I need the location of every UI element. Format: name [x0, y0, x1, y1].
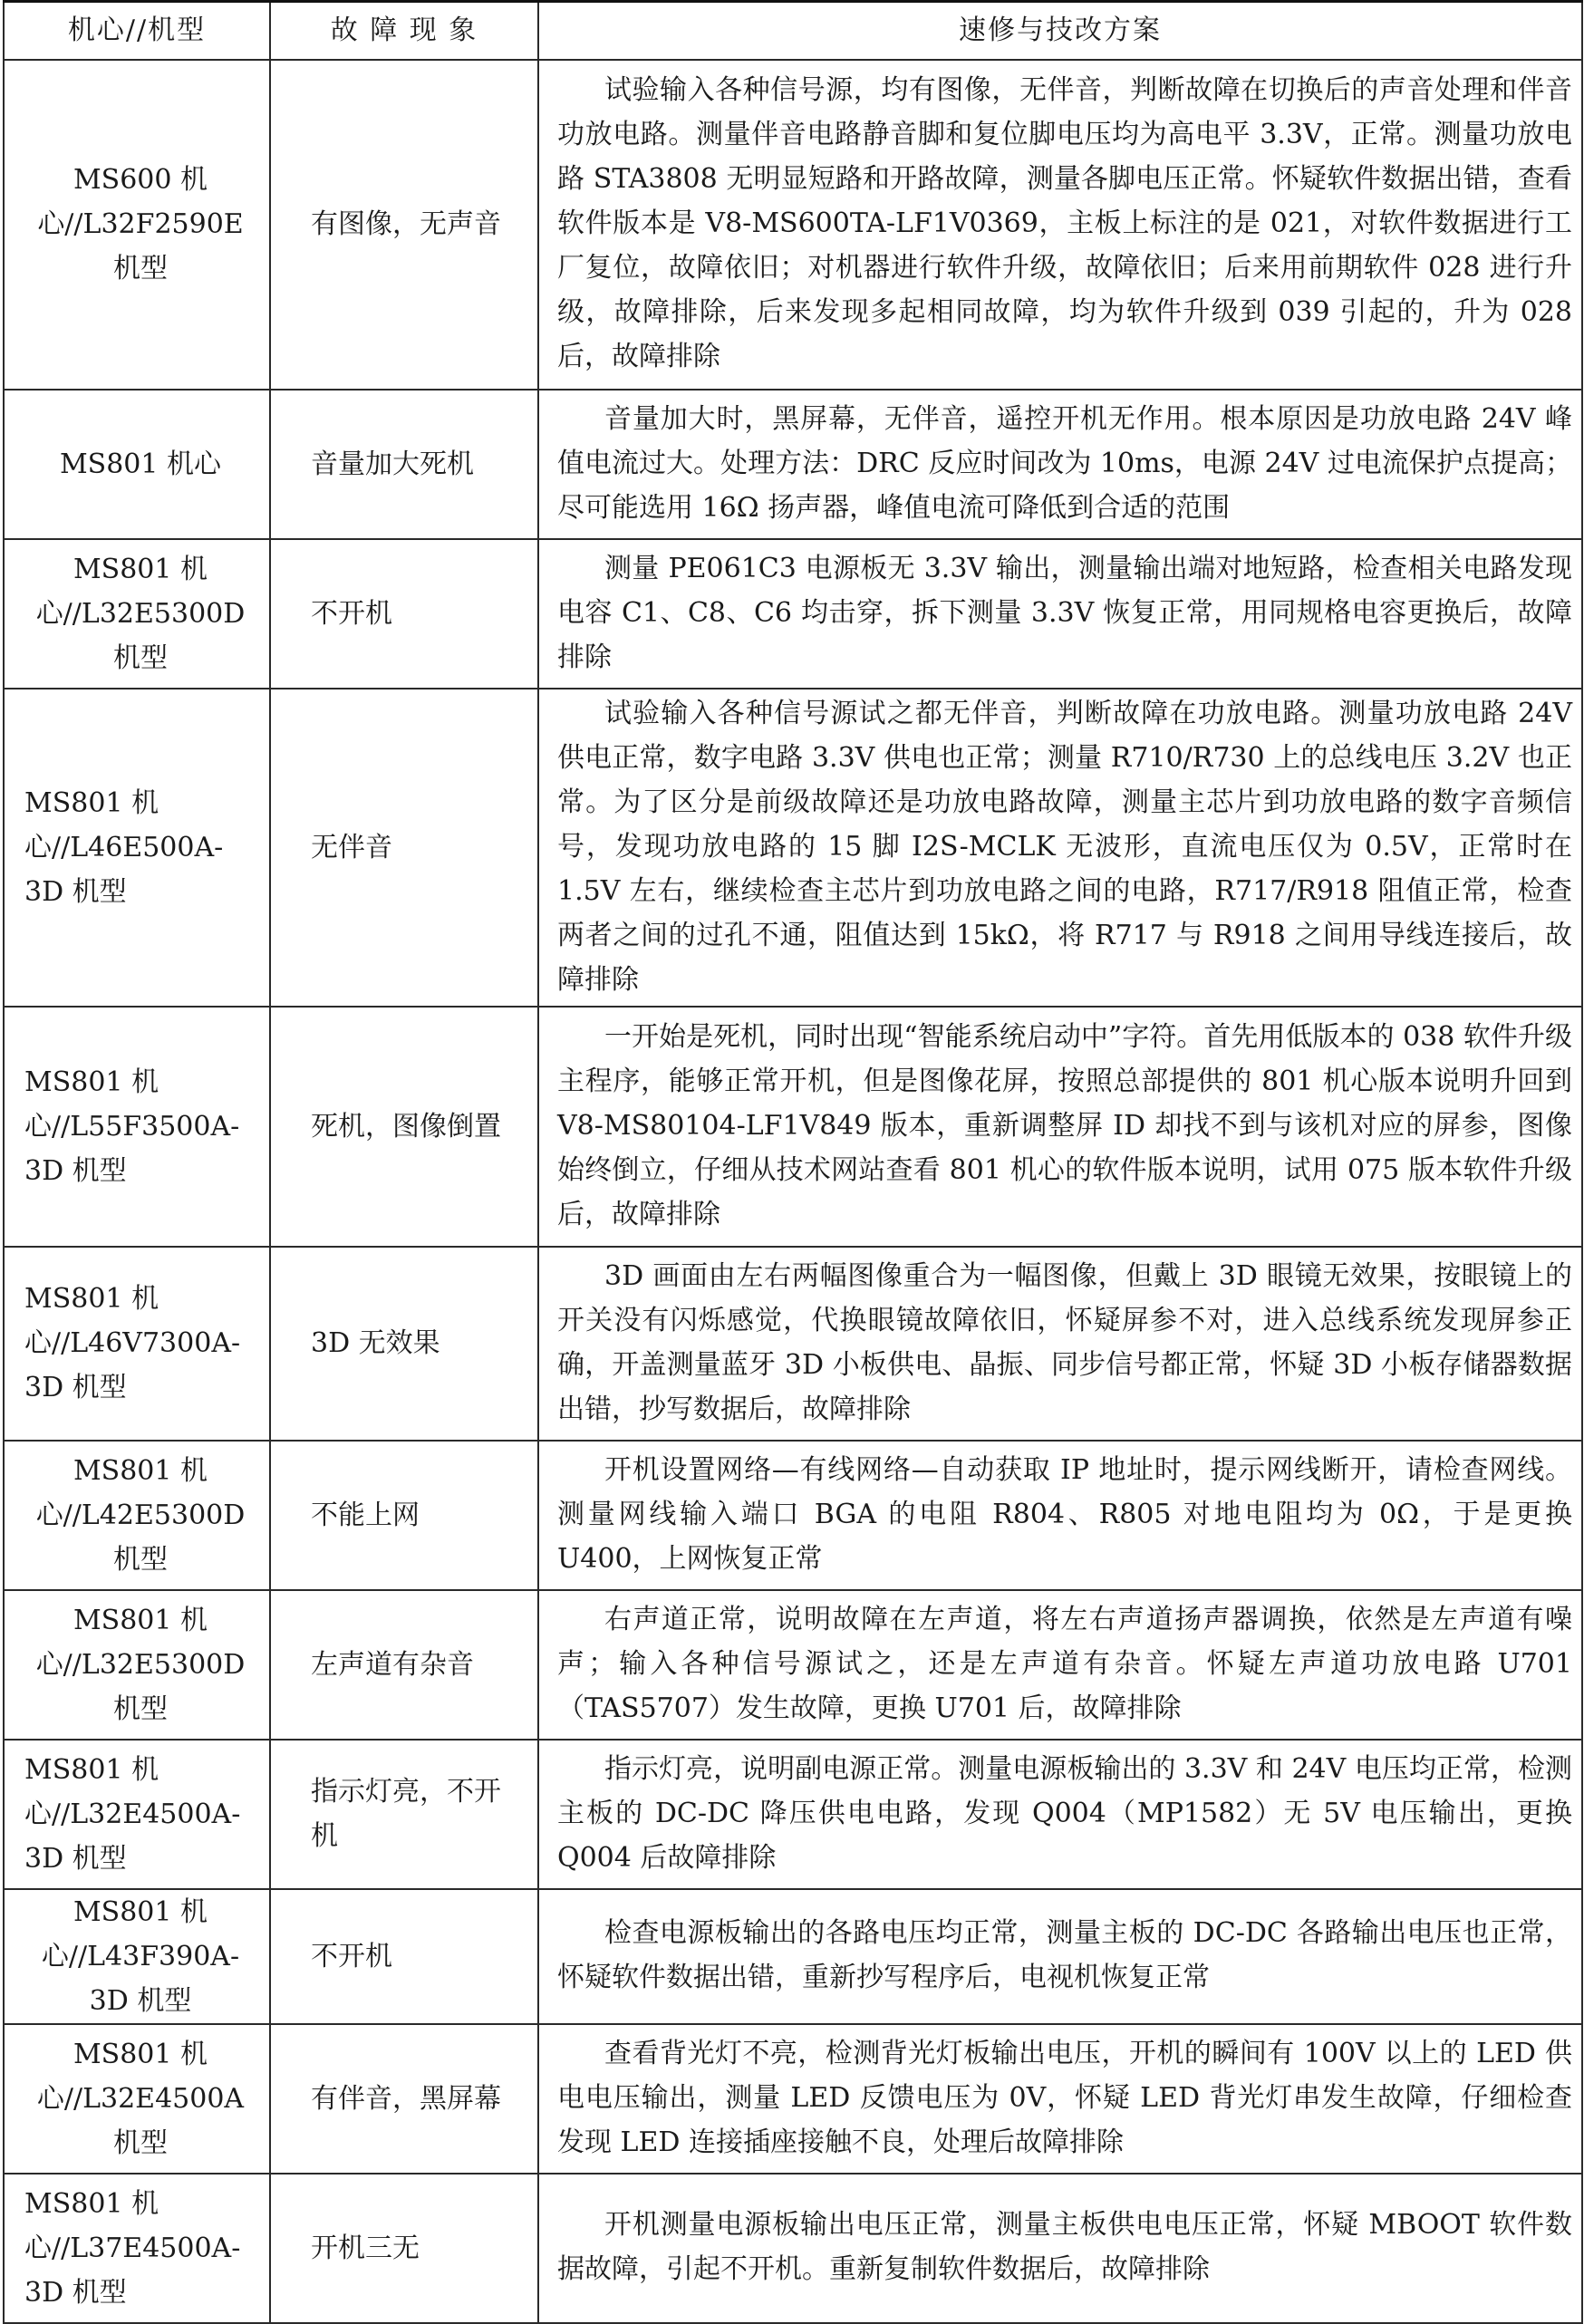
model-text: MS801 机心//L42E5300D 机型: [35, 1454, 246, 1576]
cell-symptom: [270, 689, 538, 1007]
cell-solution: 右声道正常，说明故障在左声道，将左右声道扬声器调换，依然是左声道有噪声；输入各种信号源试之，还是左声道有杂音。怀疑左声道功放电路 U701（TAS5707）发生故障，更换 U701 后，故障排除: [538, 1590, 1582, 1740]
cell-solution: 开机设置网络—有线网络—自动获取 IP 地址时，提示网线断开，请检查网线。测量网线输入端口 BGA 的电阻 R804、R805 对地电阻均为 0Ω，于是更换 U400，上网恢复正常: [538, 1441, 1582, 1590]
cell-symptom: [270, 390, 538, 539]
cell-model: [4, 390, 270, 539]
header-symptom: 故 障 现 象: [270, 2, 538, 60]
model-text: MS801 机心//L37E4500A-3D 机型: [24, 2187, 241, 2309]
model-text: MS801 机心//L46E500A-3D 机型: [24, 786, 224, 908]
cell-symptom: [270, 539, 538, 689]
model-text: MS801 机心: [59, 448, 222, 480]
table-row: [4, 2174, 1582, 2323]
symptom-text: 死机，图像倒置: [311, 1110, 501, 1143]
table-header: [4, 2, 1582, 60]
cell-model: [4, 689, 270, 1007]
model-text: MS801 机心//L32E4500A-3D 机型: [24, 1753, 241, 1875]
symptom-text: 无伴音: [311, 831, 392, 863]
table-row: [4, 2024, 1582, 2174]
cell-symptom: [270, 2174, 538, 2323]
symptom-text: 有伴音，黑屏幕: [311, 2082, 501, 2115]
cell-symptom: [270, 1889, 538, 2024]
model-text: MS801 机心//L32E5300D 机型: [35, 553, 246, 674]
cell-model: [4, 1590, 270, 1740]
cell-symptom: [270, 1590, 538, 1740]
model-text: MS801 机心//L43F390A-3D 机型: [41, 1895, 240, 2017]
symptom-text: 不能上网: [311, 1499, 420, 1531]
cell-symptom: [270, 1441, 538, 1590]
header-row: [4, 2, 1582, 60]
cell-solution: 开机测量电源板输出电压正常，测量主板供电电压正常，怀疑 MBOOT 软件数据故障，引起不开机。重新复制软件数据后，故障排除: [538, 2174, 1582, 2323]
symptom-text: 不开机: [311, 1940, 392, 1972]
header-solution: 速修与技改方案: [538, 2, 1582, 60]
cell-solution: 检查电源板输出的各路电压均正常，测量主板的 DC-DC 各路输出电压也正常，怀疑软件数据出错，重新抄写程序后，电视机恢复正常: [538, 1889, 1582, 2024]
repair-table: [3, 0, 1583, 2324]
cell-symptom: [270, 1247, 538, 1441]
cell-model: [4, 1247, 270, 1441]
model-text: MS801 机心//L32E4500A 机型: [36, 2038, 245, 2159]
cell-solution: 试验输入各种信号源，均有图像，无伴音，判断故障在切换后的声音处理和伴音功放电路。测量伴音电路静音脚和复位脚电压均为高电平 3.3V，正常。测量功放电路 STA3808 无明显短路和开路故障，测量各脚电压正常。怀疑软件数据出错，查看软件版本是 V8-MS600TA-LF1V0369，主板上标注的是 021，对软件数据进行工厂复位，故障依旧；对机器进行软件升级，故障依旧；后来用前期软件 028 进行升级，故障排除，后来发现多起相同故障，均为软件升级到 039 引起的，升为 028 后，故障排除: [538, 60, 1582, 390]
symptom-text: 左声道有杂音: [311, 1648, 474, 1681]
model-text: MS801 机心//L32E5300D 机型: [35, 1604, 246, 1725]
cell-solution: 一开始是死机，同时出现“智能系统启动中”字符。首先用低版本的 038 软件升级主程序，能够正常开机，但是图像花屏，按照总部提供的 801 机心版本说明升回到 V8-MS80104-LF1V849 版本，重新调整屏 ID 却找不到与该机对应的屏参，图像始终倒立，仔细从技术网站查看 801 机心的软件版本说明，试用 075 版本软件升级后，故障排除: [538, 1007, 1582, 1247]
cell-model: [4, 60, 270, 390]
symptom-text: 3D 无效果: [311, 1327, 440, 1359]
table-row: [4, 539, 1582, 689]
symptom-text: 开机三无: [311, 2232, 420, 2264]
cell-symptom: [270, 1740, 538, 1889]
table-row: [4, 1889, 1582, 2024]
table-row: [4, 689, 1582, 1007]
symptom-text: 指示灯亮，不开机: [311, 1776, 501, 1852]
symptom-text: 不开机: [311, 597, 392, 630]
cell-model: [4, 2174, 270, 2323]
cell-solution: 3D 画面由左右两幅图像重合为一幅图像，但戴上 3D 眼镜无效果，按眼镜上的开关没有闪烁感觉，代换眼镜故障依旧，怀疑屏参不对，进入总线系统发现屏参正确，开盖测量蓝牙 3D 小板供电、晶振、同步信号都正常，怀疑 3D 小板存储器数据出错，抄写数据后，故障排除: [538, 1247, 1582, 1441]
symptom-text: 音量加大死机: [311, 448, 474, 480]
model-text: MS600 机心//L32F2590E 机型: [37, 164, 244, 284]
cell-model: [4, 1889, 270, 2024]
cell-model: [4, 2024, 270, 2174]
cell-solution: 测量 PE061C3 电源板无 3.3V 输出，测量输出端对地短路，检查相关电路发现电容 C1、C8、C6 均击穿，拆下测量 3.3V 恢复正常，用同规格电容更换后，故障排除: [538, 539, 1582, 689]
table-row: [4, 1007, 1582, 1247]
model-text: MS801 机心//L55F3500A-3D 机型: [24, 1066, 240, 1187]
cell-model: [4, 1441, 270, 1590]
header-model: 机心//机型: [4, 2, 270, 60]
table-row: [4, 1441, 1582, 1590]
cell-model: [4, 539, 270, 689]
table-row: [4, 1740, 1582, 1889]
cell-model: [4, 1007, 270, 1247]
table-row: [4, 1590, 1582, 1740]
cell-symptom: [270, 60, 538, 390]
cell-solution: 指示灯亮，说明副电源正常。测量电源板输出的 3.3V 和 24V 电压均正常，检测主板的 DC-DC 降压供电电路，发现 Q004（MP1582）无 5V 电压输出，更换 Q004 后故障排除: [538, 1740, 1582, 1889]
cell-model: [4, 1740, 270, 1889]
symptom-text: 有图像，无声音: [311, 208, 501, 240]
cell-solution: 查看背光灯不亮，检测背光灯板输出电压，开机的瞬间有 100V 以上的 LED 供电电压输出，测量 LED 反馈电压为 0V，怀疑 LED 背光灯串发生故障，仔细检查发现 LED 连接插座接触不良，处理后故障排除: [538, 2024, 1582, 2174]
table-row: [4, 390, 1582, 539]
table-row: [4, 60, 1582, 390]
cell-symptom: [270, 1007, 538, 1247]
model-text: MS801 机心//L46V7300A-3D 机型: [24, 1283, 241, 1403]
cell-solution: 音量加大时，黑屏幕，无伴音，遥控开机无作用。根本原因是功放电路 24V 峰值电流过大。处理方法：DRC 反应时间改为 10ms，电源 24V 过电流保护点提高；尽可能选用 16Ω 扬声器，峰值电流可降低到合适的范围: [538, 390, 1582, 539]
table-body: [4, 60, 1582, 2323]
cell-solution: 试验输入各种信号源试之都无伴音，判断故障在功放电路。测量功放电路 24V 供电正常，数字电路 3.3V 供电也正常；测量 R710/R730 上的总线电压 3.2V 也正常。为了区分是前级故障还是功放电路故障，测量主芯片到功放电路的数字音频信号，发现功放电路的 15 脚 I2S-MCLK 无波形，直流电压仅为 0.5V，正常时在 1.5V 左右，继续检查主芯片到功放电路之间的电路，R717/R918 阻值正常，检查两者之间的过孔不通，阻值达到 15kΩ，将 R717 与 R918 之间用导线连接后，故障排除: [538, 689, 1582, 1007]
table-row: [4, 1247, 1582, 1441]
cell-symptom: [270, 2024, 538, 2174]
